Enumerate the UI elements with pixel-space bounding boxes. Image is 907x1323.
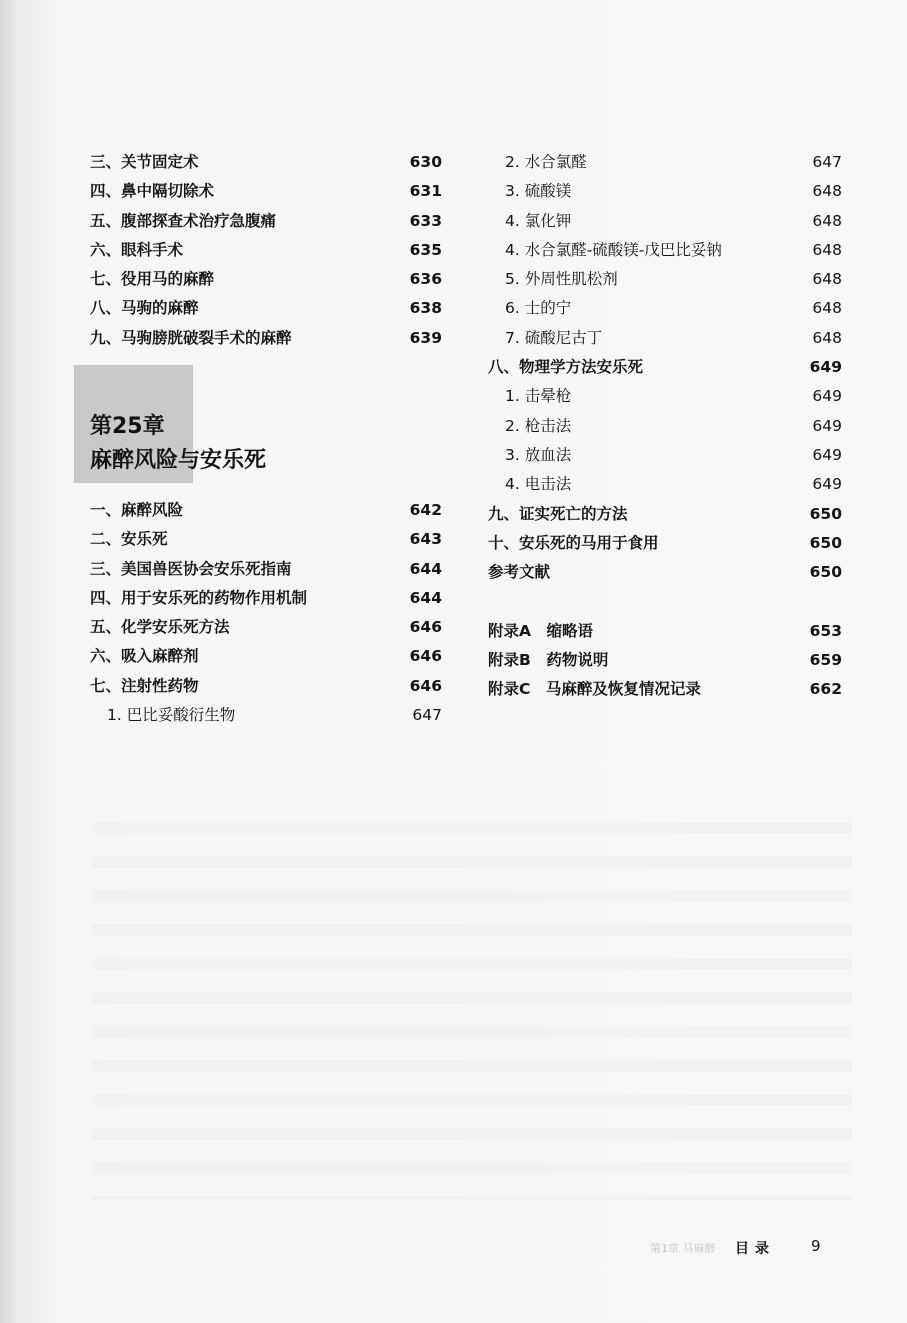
toc-entry-title: 五、腹部探查术治疗急腹痛 xyxy=(90,211,277,230)
toc-entry-page: 643 xyxy=(409,530,442,549)
toc-entry-title: 十、安乐死的马用于食用 xyxy=(488,533,659,552)
toc-entry[interactable] xyxy=(488,265,842,294)
toc-entry-page: 646 xyxy=(409,647,442,666)
toc-entry[interactable] xyxy=(90,642,442,671)
toc-entry-title: 4. 氯化钾 xyxy=(505,211,572,230)
toc-entry[interactable] xyxy=(488,236,842,265)
toc-entry[interactable] xyxy=(488,441,842,470)
toc-left-column xyxy=(90,148,442,353)
toc-entry-title: 四、用于安乐死的药物作用机制 xyxy=(90,588,308,607)
bleed-through-decoration xyxy=(92,800,852,1200)
chapter-title: 麻醉风险与安乐死 xyxy=(90,448,267,473)
toc-entry[interactable] xyxy=(488,207,842,236)
toc-entry[interactable] xyxy=(488,294,842,323)
toc-entry-page: 662 xyxy=(809,680,842,699)
toc-entry-page: 649 xyxy=(812,416,842,435)
toc-entry-title: 附录A 缩略语 xyxy=(488,621,593,640)
toc-entry-title: 3. 硫酸镁 xyxy=(505,182,572,201)
toc-entry-title: 四、鼻中隔切除术 xyxy=(90,182,215,201)
toc-entry[interactable] xyxy=(90,324,442,353)
toc-entry-page: 649 xyxy=(812,387,842,406)
toc-entry[interactable] xyxy=(90,236,442,265)
toc-entry-page: 650 xyxy=(809,504,842,523)
toc-entry[interactable] xyxy=(90,294,442,323)
toc-entry-page: 635 xyxy=(409,240,442,259)
toc-entry-title: 五、化学安乐死方法 xyxy=(90,618,230,637)
toc-entry[interactable] xyxy=(488,675,842,704)
toc-entry-page: 646 xyxy=(409,676,442,695)
toc-entry-page: 647 xyxy=(812,153,842,171)
toc-entry-title: 二、安乐死 xyxy=(90,530,168,549)
toc-entry-title: 1. 击晕枪 xyxy=(505,387,572,406)
toc-entry-page: 648 xyxy=(812,182,842,201)
toc-entry[interactable] xyxy=(488,177,842,206)
toc-entry-title: 八、马驹的麻醉 xyxy=(90,299,199,318)
toc-entry-page: 636 xyxy=(409,270,442,289)
toc-entry[interactable] xyxy=(90,555,442,584)
chapter-number: 第25章 xyxy=(90,414,165,439)
toc-entry[interactable] xyxy=(488,529,842,558)
toc-entry-page: 659 xyxy=(809,651,842,670)
toc-entry-title: 3. 放血法 xyxy=(505,445,572,464)
chapter-heading xyxy=(90,410,266,478)
toc-entry[interactable] xyxy=(488,148,842,177)
toc-entry[interactable] xyxy=(90,672,442,701)
toc-entry[interactable] xyxy=(488,382,842,411)
toc-entry-page: 649 xyxy=(812,475,842,494)
toc-entry-page: 647 xyxy=(412,706,442,725)
toc-entry-page: 648 xyxy=(812,328,842,347)
toc-entry-page: 630 xyxy=(409,153,442,171)
toc-entry-title: 1. 巴比妥酸衍生物 xyxy=(107,706,236,725)
toc-entry-title: 八、物理学方法安乐死 xyxy=(488,358,644,377)
toc-entry-title: 七、注射性药物 xyxy=(90,676,199,695)
toc-entry-page: 638 xyxy=(409,299,442,318)
toc-entry-title: 一、麻醉风险 xyxy=(90,501,184,519)
toc-entry-title: 6. 士的宁 xyxy=(505,299,572,318)
toc-entry-page: 631 xyxy=(409,182,442,201)
toc-entry-title: 附录C 马麻醉及恢复情况记录 xyxy=(488,680,701,699)
toc-entry-page: 653 xyxy=(809,621,842,640)
toc-entry[interactable] xyxy=(488,558,842,587)
toc-entry[interactable] xyxy=(488,646,842,675)
toc-entry-title: 附录B 药物说明 xyxy=(488,651,609,670)
toc-entry-page: 642 xyxy=(409,501,442,519)
page-number: 9 xyxy=(811,1237,821,1255)
toc-entry-title: 4. 电击法 xyxy=(505,475,572,494)
toc-entry-page: 644 xyxy=(409,559,442,578)
toc-entry[interactable] xyxy=(488,617,842,646)
toc-entry-page: 648 xyxy=(812,211,842,230)
toc-entry[interactable] xyxy=(90,148,442,177)
toc-entry[interactable] xyxy=(90,613,442,642)
toc-entry-page: 648 xyxy=(812,270,842,289)
toc-entry[interactable] xyxy=(488,324,842,353)
toc-entry-title: 七、役用马的麻醉 xyxy=(90,270,215,289)
toc-right-column xyxy=(488,148,842,705)
toc-entry-page: 633 xyxy=(409,211,442,230)
toc-entry[interactable] xyxy=(488,412,842,441)
toc-entry-page: 644 xyxy=(409,588,442,607)
toc-entry-page: 648 xyxy=(812,299,842,318)
toc-entry-page: 648 xyxy=(812,240,842,259)
toc-entry-page: 650 xyxy=(809,563,842,582)
toc-entry[interactable] xyxy=(90,265,442,294)
toc-entry-title: 7. 硫酸尼古丁 xyxy=(505,328,603,347)
toc-entry-title: 5. 外周性肌松剂 xyxy=(505,270,618,289)
toc-entry-title: 六、吸入麻醉剂 xyxy=(90,647,199,666)
toc-entry-title: 参考文献 xyxy=(488,563,551,582)
toc-entry[interactable] xyxy=(90,584,442,613)
toc-entry-title: 九、马驹膀胱破裂手术的麻醉 xyxy=(90,328,292,347)
toc-entry[interactable] xyxy=(488,470,842,499)
toc-entry-page: 639 xyxy=(409,328,442,347)
toc-entry[interactable] xyxy=(90,496,442,525)
toc-entry-title: 三、美国兽医协会安乐死指南 xyxy=(90,559,292,578)
toc-entry-title: 三、关节固定术 xyxy=(90,153,199,171)
toc-entry-page: 646 xyxy=(409,618,442,637)
toc-entry[interactable] xyxy=(90,701,442,730)
footer-label: 目录 xyxy=(735,1241,775,1257)
toc-entry[interactable] xyxy=(488,500,842,529)
toc-entry-title: 2. 枪击法 xyxy=(505,416,572,435)
toc-entry-title: 4. 水合氯醛-硫酸镁-戊巴比妥钠 xyxy=(505,240,722,259)
toc-entry[interactable] xyxy=(90,525,442,554)
toc-entry-page: 649 xyxy=(809,358,842,377)
toc-entry[interactable] xyxy=(90,207,442,236)
toc-entry-title: 2. 水合氯醛 xyxy=(505,153,587,171)
toc-entry-title: 六、眼科手术 xyxy=(90,240,184,259)
toc-entry-title: 九、证实死亡的方法 xyxy=(488,504,628,523)
toc-entry-page: 650 xyxy=(809,533,842,552)
footer-faint-text: 第1章 马麻醉 xyxy=(650,1242,716,1255)
toc-entry[interactable] xyxy=(488,353,842,382)
toc-chapter-entries xyxy=(90,496,442,730)
toc-entry-page: 649 xyxy=(812,445,842,464)
toc-entry[interactable] xyxy=(90,177,442,206)
